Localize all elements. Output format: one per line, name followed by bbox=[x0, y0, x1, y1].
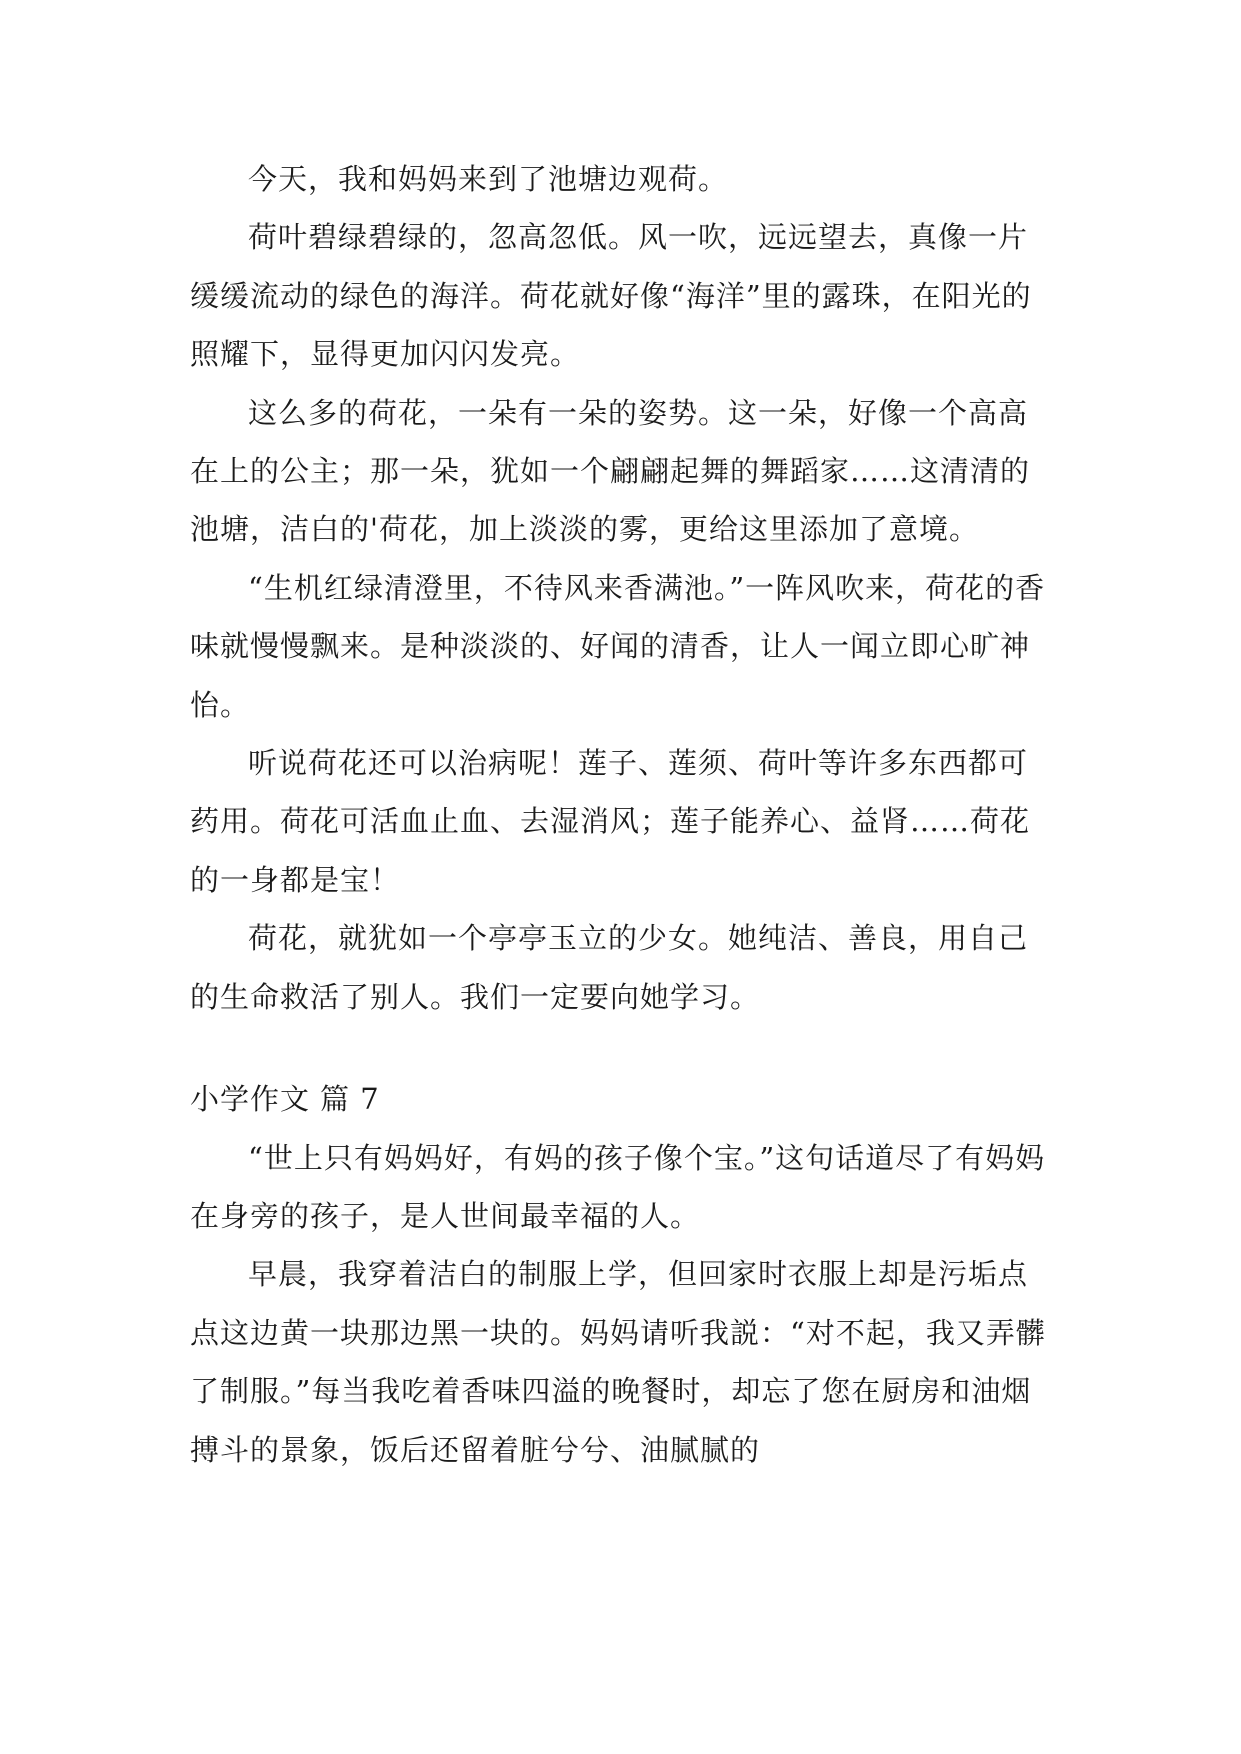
section-heading-title: 小学作文 bbox=[190, 1082, 311, 1117]
paragraph: 荷花，就犹如一个亭亭玉立的少女。她纯洁、善良，用自己的生命救活了别人。我们一定要向她学习。 bbox=[190, 921, 1029, 1014]
section-heading bbox=[190, 1070, 1050, 1128]
section-heading-number: 篇 7 bbox=[320, 1082, 380, 1117]
paragraph: 听说荷花还可以治病呢！莲子、莲须、荷叶等许多东西都可药用。荷花可活血止血、去湿消风；莲子能养心、益肾……荷花的一身都是宝！ bbox=[190, 746, 1031, 897]
document-body bbox=[190, 150, 1050, 1479]
paragraph: 今天，我和妈妈来到了池塘边观荷。 bbox=[248, 162, 729, 196]
paragraph: 这么多的荷花，一朵有一朵的姿势。这一朵，好像一个高高在上的公主；那一朵，犹如一个翩翩起舞的舞蹈家……这清清的池塘，洁白的'荷花，加上淡淡的雾，更给这里添加了意境。 bbox=[190, 395, 1031, 547]
paragraph: 早晨，我穿着洁白的制服上学，但回家时衣服上却是污垢点点这边黄一块那边黑一块的。妈妈请听我説：“对不起，我又弄髒了制服。”每当我吃着香味四溢的晚餐时，却忘了您在厨房和油烟搏斗的景象，饭后还留着脏兮兮、油腻腻的 bbox=[190, 1257, 1046, 1467]
paragraph: 荷叶碧绿碧绿的，忽高忽低。风一吹，远远望去，真像一片缓缓流动的绿色的海洋。荷花就好像“海洋”里的露珠，在阳光的照耀下，显得更加闪闪发亮。 bbox=[190, 220, 1032, 372]
paragraph: “生机红绿清澄里，不待风来香满池。”一阵风吹来，荷花的香味就慢慢飘来。是种淡淡的、好闻的清香，让人一闻立即心旷神怡。 bbox=[190, 570, 1046, 722]
paragraph: “世上只有妈妈好，有妈的孩子像个宝。”这句话道尽了有妈妈在身旁的孩子，是人世间最幸福的人。 bbox=[190, 1140, 1046, 1233]
